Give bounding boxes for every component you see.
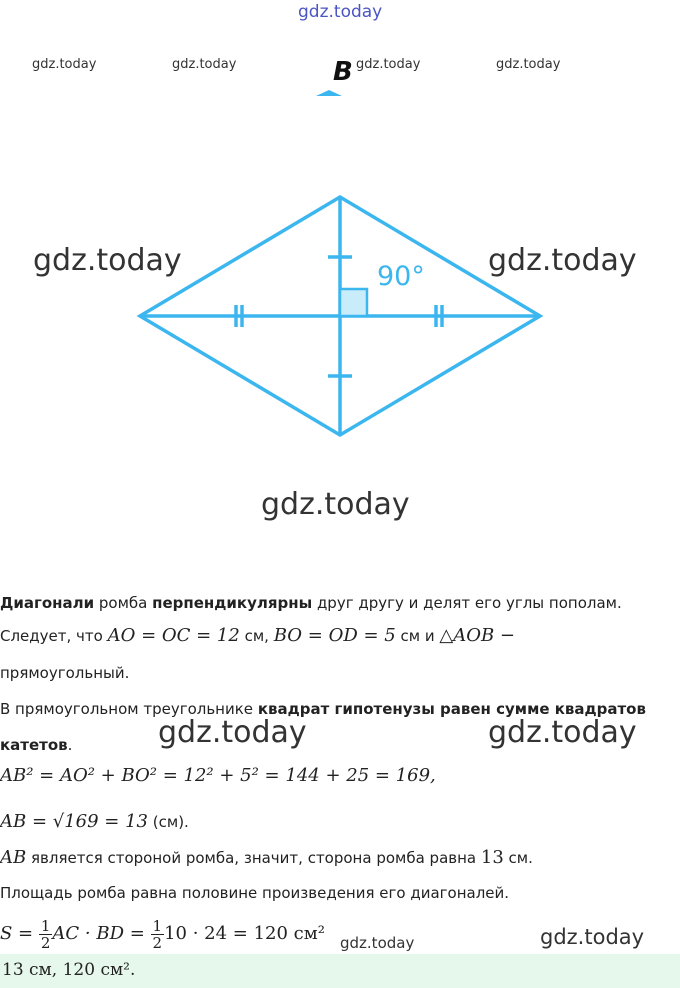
vertex-marker [316, 90, 342, 96]
answer-value: 13 см, 120 см². [2, 960, 136, 980]
watermark-small: gdz.today [172, 57, 237, 72]
solution-line-10: S = $\frac{1}{2}$ AC · BD = $\frac{1}{2}$ 10 · 24 = 120 см² [0, 917, 325, 952]
solution-line-4: В прямоугольном треугольнике квадрат гипотенузы равен сумме квадратов [0, 700, 646, 718]
watermark-large: gdz.today [261, 487, 410, 522]
solution-line-8: AB является стороной ромба, значит, сторона ромба равна 13 см. [0, 847, 533, 868]
solution-line-3: прямоугольный. [0, 664, 130, 682]
solution-line-9: Площадь ромба равна половине произведения его диагоналей. [0, 884, 510, 902]
right-angle-marker [340, 289, 367, 316]
watermark-large: gdz.today [158, 715, 307, 750]
watermark-large: gdz.today [488, 715, 637, 750]
watermark-small: gdz.today [356, 57, 421, 72]
solution-line-2: Следует, что AO = OC = 12 см, BO = OD = 5 см и △AOB − [0, 625, 515, 646]
solution-line-1: Диагонали ромба перпендикулярны друг другу и делят его углы пополам. [0, 594, 622, 612]
solution-line-6: AB² = AO² + BO² = 12² + 5² = 144 + 25 = 169, [0, 765, 436, 786]
angle-label: 90° [377, 261, 425, 292]
watermark-top: gdz.today [298, 2, 383, 22]
solution-line-5: катетов. [0, 736, 73, 754]
vertex-b-label: B [333, 57, 353, 87]
watermark-large: gdz.today [33, 243, 182, 278]
watermark-small: gdz.today [496, 57, 561, 72]
watermark-small: gdz.today [340, 934, 415, 952]
answer-box [0, 954, 680, 988]
watermark-large: gdz.today [488, 243, 637, 278]
watermark-small: gdz.today [32, 57, 97, 72]
watermark-medium: gdz.today [540, 925, 645, 949]
fraction: $\frac{1}{2}$ [152, 917, 163, 952]
fraction: $\frac{1}{2}$ [40, 917, 51, 952]
solution-line-7: AB = √169 = 13 (см). [0, 811, 189, 832]
